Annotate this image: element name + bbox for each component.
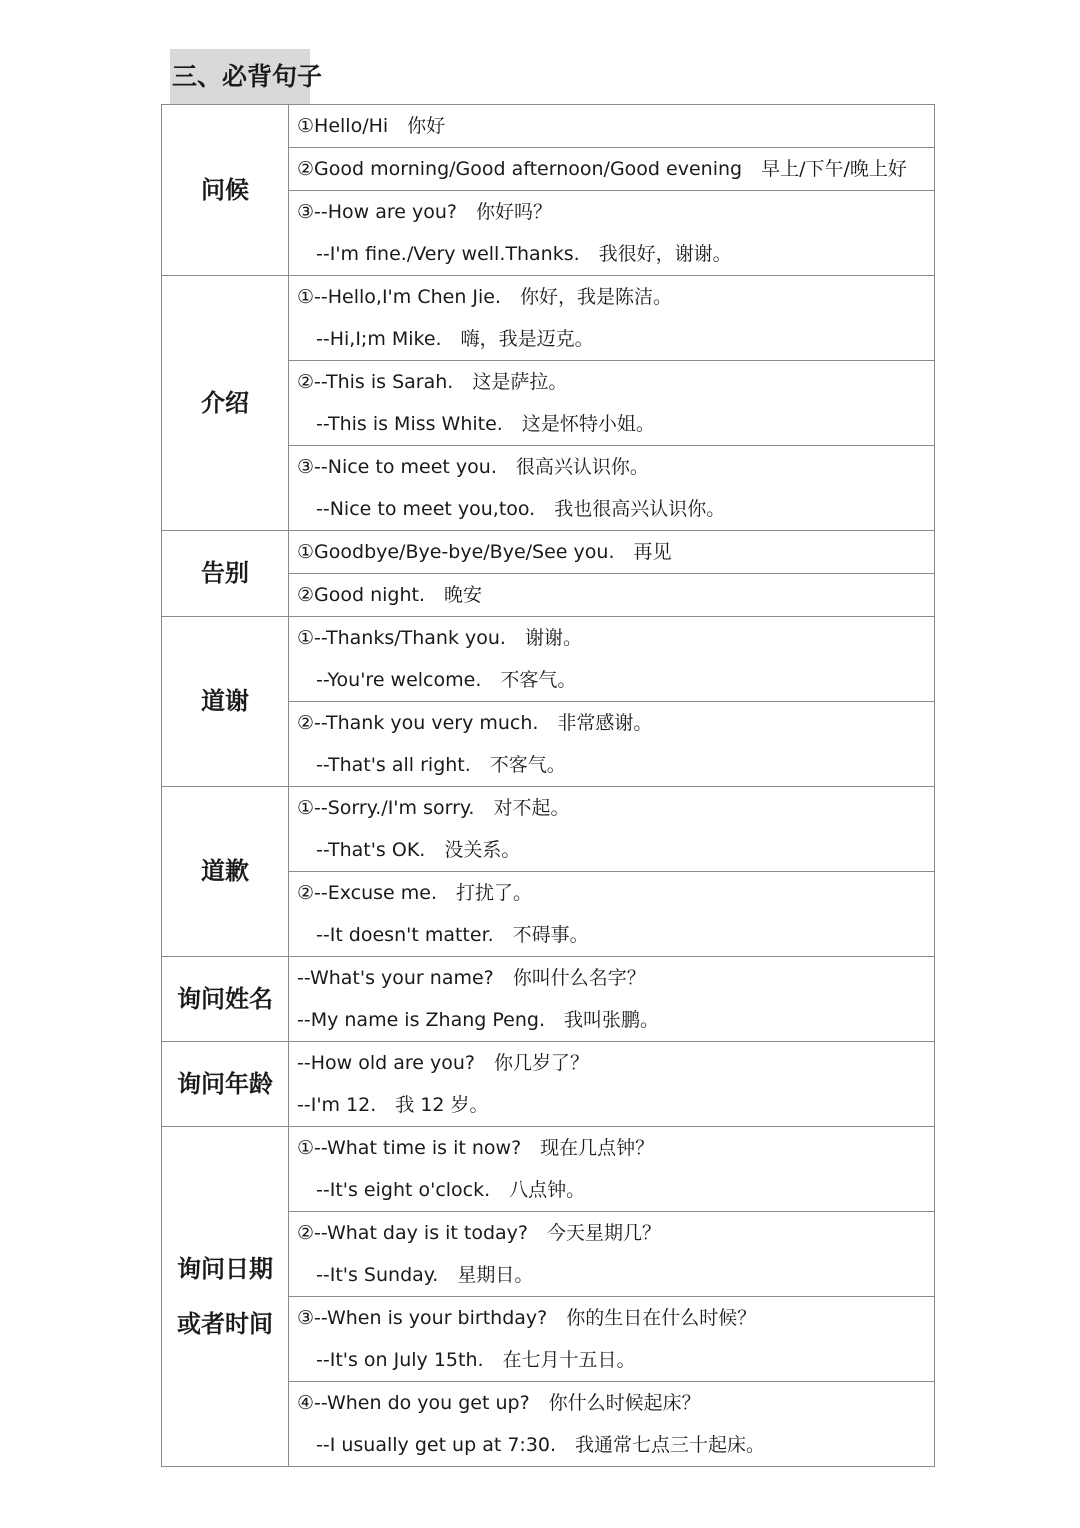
category-label-line: 询问日期 xyxy=(177,1254,273,1283)
response-line: --Nice to meet you,too. 我也很高兴认识你。 xyxy=(316,498,726,520)
category-label xyxy=(162,957,289,1042)
phrase-line: ③--Nice to meet you. 很高兴认识你。 xyxy=(297,456,649,478)
phrase-cell xyxy=(289,787,935,872)
category-label xyxy=(162,1127,289,1467)
response-line: --I'm fine./Very well.Thanks. 我很好，谢谢。 xyxy=(316,243,732,265)
category-label xyxy=(162,617,289,787)
phrase-line: ①Goodbye/Bye-bye/Bye/See you. 再见 xyxy=(297,541,672,563)
response-line: --It's eight o'clock. 八点钟。 xyxy=(316,1179,586,1201)
category-label xyxy=(162,1042,289,1127)
phrase-line: ②Good morning/Good afternoon/Good evening 早上/下午/晚上好 xyxy=(297,158,907,180)
response-line: --That's OK. 没关系。 xyxy=(316,839,521,861)
phrase-table-body xyxy=(162,105,935,1467)
section-title: 三、必背句子 xyxy=(170,49,310,105)
category-label-line: 询问年龄 xyxy=(177,1069,273,1098)
phrase-line: ②--Excuse me. 打扰了。 xyxy=(297,882,533,904)
category-label-line: 询问姓名 xyxy=(177,984,273,1013)
phrase-cell xyxy=(289,702,935,787)
phrase-line: ①--Sorry./I'm sorry. 对不起。 xyxy=(297,797,570,819)
phrase-line: ①--What time is it now? 现在几点钟？ xyxy=(297,1137,655,1159)
phrase-line: ②--What day is it today? 今天星期几？ xyxy=(297,1222,662,1244)
phrase-cell xyxy=(289,1042,935,1127)
response-line: --It's Sunday. 星期日。 xyxy=(316,1264,534,1286)
category-label xyxy=(162,276,289,531)
phrase-cell xyxy=(289,446,935,531)
phrase-row xyxy=(162,105,935,148)
category-label-line: 或者时间 xyxy=(177,1309,273,1338)
response-line: --I usually get up at 7:30. 我通常七点三十起床。 xyxy=(316,1434,766,1456)
phrase-cell xyxy=(289,191,935,276)
category-label xyxy=(162,531,289,617)
response-line: --I'm 12. 我 12 岁。 xyxy=(297,1094,489,1116)
phrase-line: ①--Thanks/Thank you. 谢谢。 xyxy=(297,627,582,649)
phrase-cell xyxy=(289,276,935,361)
phrase-line: ①--Hello,I'm Chen Jie. 你好，我是陈洁。 xyxy=(297,286,673,308)
phrase-cell xyxy=(289,148,935,191)
category-label-line: 问候 xyxy=(201,175,249,204)
category-label-line: 道谢 xyxy=(201,687,249,715)
response-line: --My name is Zhang Peng. 我叫张鹏。 xyxy=(297,1009,659,1031)
category-label-line: 道歉 xyxy=(201,857,249,885)
phrase-row xyxy=(162,1127,935,1212)
phrase-cell xyxy=(289,872,935,957)
phrase-row xyxy=(162,1042,935,1127)
phrase-table xyxy=(161,104,935,1467)
category-label-line: 介绍 xyxy=(201,388,249,417)
phrase-line: ③--When is your birthday? 你的生日在什么时候？ xyxy=(297,1307,757,1329)
phrase-row xyxy=(162,617,935,702)
phrase-line: ②Good night. 晚安 xyxy=(297,584,483,606)
category-label xyxy=(162,787,289,957)
phrase-cell xyxy=(289,361,935,446)
phrase-cell xyxy=(289,1382,935,1467)
phrase-cell xyxy=(289,105,935,148)
phrase-cell xyxy=(289,1297,935,1382)
phrase-cell xyxy=(289,1212,935,1297)
phrase-line: ②--This is Sarah. 这是萨拉。 xyxy=(297,371,568,393)
response-line: --It's on July 15th. 在七月十五日。 xyxy=(316,1349,636,1371)
phrase-cell xyxy=(289,1127,935,1212)
phrase-line: ①Hello/Hi 你好 xyxy=(297,115,446,137)
phrase-cell xyxy=(289,574,935,617)
phrase-row xyxy=(162,531,935,574)
response-line: --This is Miss White. 这是怀特小姐。 xyxy=(316,413,655,435)
phrase-line: --How old are you? 你几岁了？ xyxy=(297,1052,589,1074)
response-line: --That's all right. 不客气。 xyxy=(316,754,566,776)
phrase-cell xyxy=(289,531,935,574)
category-label-line: 告别 xyxy=(201,559,249,587)
phrase-cell xyxy=(289,957,935,1042)
response-line: --Hi,I;m Mike. 嗨，我是迈克。 xyxy=(316,328,594,350)
phrase-row xyxy=(162,957,935,1042)
phrase-row xyxy=(162,787,935,872)
response-line: --It doesn't matter. 不碍事。 xyxy=(316,924,589,946)
phrase-cell xyxy=(289,617,935,702)
response-line: --You're welcome. 不客气。 xyxy=(316,669,577,691)
category-label xyxy=(162,105,289,276)
phrase-line: ④--When do you get up? 你什么时候起床？ xyxy=(297,1392,701,1414)
phrase-line: ③--How are you? 你好吗？ xyxy=(297,201,552,223)
phrase-line: --What's your name? 你叫什么名字？ xyxy=(297,967,646,989)
phrase-row xyxy=(162,276,935,361)
phrase-line: ②--Thank you very much. 非常感谢。 xyxy=(297,712,653,734)
